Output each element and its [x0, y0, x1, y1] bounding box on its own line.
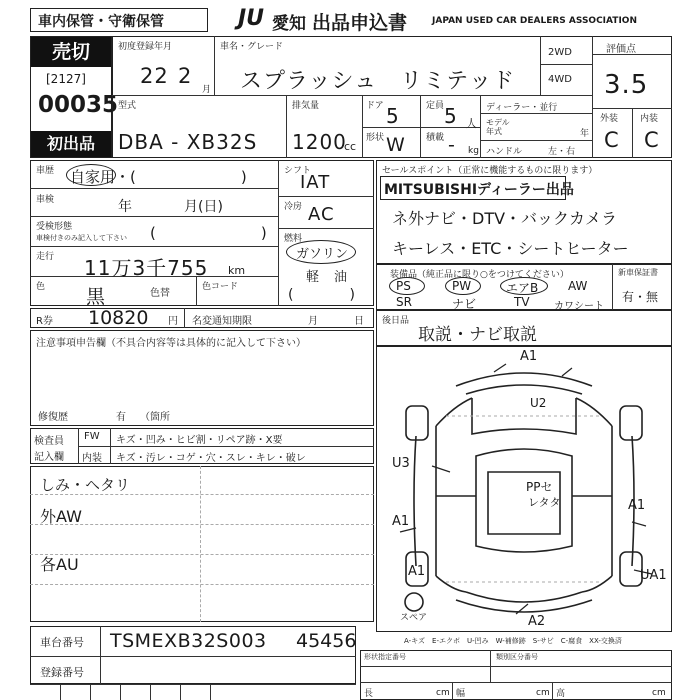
car-name: スプラッシュ リミテッド: [240, 69, 516, 94]
equip-seat: カワシート: [554, 301, 604, 312]
private-use-circle: [66, 164, 116, 186]
airbag-circle: [500, 277, 548, 295]
notes-label: 注意事項申告欄（不具合内容等は具体的に記入して下さい）: [36, 338, 306, 349]
handle-options: 左・右: [548, 147, 576, 157]
equip-ps: PS: [396, 279, 411, 293]
capacity-unit: 人: [466, 117, 477, 130]
form-spec-label: 形状指定番号: [364, 653, 406, 661]
interior-grade: C: [644, 128, 660, 152]
ju-logo: JU: [238, 6, 265, 31]
width-unit: cm: [536, 688, 550, 698]
capacity: 5: [444, 104, 458, 128]
reg-year-label: 初度登録年月: [118, 42, 173, 52]
door-count: 5: [386, 104, 400, 128]
repair-yes: 有: [116, 412, 126, 423]
storage-label: 車内保管・守衛保管: [38, 14, 164, 30]
color-code-label: 色コード: [202, 282, 239, 292]
remark-3: 各AU: [40, 555, 79, 574]
chassis-label: 車台番号: [40, 636, 84, 649]
shift-label: シフト: [284, 166, 312, 176]
receipt-brackets: ( ): [150, 224, 267, 242]
inspection-month: 月(日): [184, 199, 223, 215]
notice-label: 名変通知期限: [192, 316, 252, 327]
cooler-value: AC: [308, 204, 335, 225]
reg-month: 2: [178, 64, 193, 88]
mileage-label: 走行: [36, 252, 55, 262]
warranty-label: 新車保証書: [618, 268, 658, 277]
receipt-note: 車検付きのみ記入して下さい: [36, 234, 127, 242]
lot-code: [2127]: [46, 72, 86, 86]
month-suffix: 月: [202, 85, 212, 95]
drive-4wd: 4WD: [548, 74, 572, 85]
notice-month: 月: [308, 316, 318, 327]
history-value: 自家用・( ): [70, 168, 247, 186]
recycle-amount: 10820: [88, 307, 149, 329]
selling-line-1: ネ外ナビ・DTV・バックカメラ: [392, 209, 618, 228]
width-label: 幅: [456, 689, 466, 699]
receipt-label: 受検形態: [36, 222, 73, 232]
car-name-label: 車名・グレード: [220, 42, 284, 52]
chassis-number-tail: 45456: [296, 630, 357, 652]
fuel-label: 燃料: [284, 234, 303, 244]
fuel-oil: 油: [334, 270, 348, 285]
inspector-label-2: 記入欄: [34, 452, 64, 463]
inspection-label: 車検: [36, 195, 55, 205]
mark-roof: U2: [530, 396, 547, 410]
association-name: JAPAN USED CAR DEALERS ASSOCIATION: [432, 16, 637, 26]
equip-airbag: エアB: [506, 281, 539, 295]
inspector-label-1: 検査員: [34, 436, 64, 447]
shape-label: 形状: [366, 133, 385, 143]
inspector-row2-head: 内装: [82, 453, 102, 464]
fuel-gasoline: ガソリン: [296, 247, 349, 262]
reg-number-label: 登録番号: [40, 666, 84, 679]
fuel-light: 軽: [306, 270, 320, 285]
exterior-grade: C: [604, 128, 620, 152]
exterior-label: 外装: [600, 114, 619, 124]
equip-tv: TV: [514, 295, 530, 309]
model-label: 型式: [118, 101, 137, 111]
spare-label: スペア: [400, 613, 428, 623]
center-note-1: PPセ: [526, 480, 553, 494]
interior-label: 内装: [640, 114, 659, 124]
damage-legend: A-キズ E-エクボ U-凹み W-補修跡 S-サビ C-腐食 XX-交換済: [404, 637, 622, 645]
model-code: DBA - XB32S: [118, 130, 258, 154]
remark-1: しみ・ヘタリ: [40, 476, 131, 494]
color-value: 黒: [86, 286, 107, 308]
cc-unit: cc: [344, 140, 357, 153]
first-listing-badge: 初出品: [31, 131, 111, 157]
selling-line-2: キーレス・ETC・シートヒーター: [392, 239, 629, 258]
yen-unit: 円: [168, 316, 178, 327]
color-change-label: 色替: [150, 288, 170, 299]
inspector-row2: キズ・汚レ・コゲ・穴・スレ・キレ・破レ: [116, 453, 306, 464]
logo-text: 愛知: [272, 14, 306, 34]
equip-navi: ナビ: [452, 297, 477, 311]
form-title: 出品申込書: [312, 12, 408, 34]
pw-circle: [445, 277, 481, 295]
km-unit: km: [228, 264, 246, 277]
grade-label: 評価点: [606, 44, 636, 55]
mark-left-front: A1: [392, 514, 410, 529]
shape-value: W: [386, 134, 406, 156]
model-year-unit: 年: [580, 129, 590, 139]
length-label: 長: [364, 689, 374, 699]
recycle-label: R券: [36, 316, 53, 327]
dealer-label: ディーラー・並行: [486, 103, 558, 113]
kg-unit: kg: [468, 146, 479, 156]
selling-points-label: セールスポイント（正常に機能するものに限ります）: [382, 166, 598, 176]
after-items-label: 後日品: [382, 316, 410, 326]
cooler-label: 冷房: [284, 202, 303, 212]
repair-place: （箇所: [140, 412, 170, 423]
mark-right-front: A1: [628, 498, 646, 513]
mark-bottom: A2: [528, 614, 546, 629]
type-spec-label: 類別区分番号: [496, 653, 538, 661]
center-note-2: レタタ: [528, 496, 561, 509]
mileage-value: 11万3千755: [84, 256, 209, 280]
notice-day: 日: [354, 316, 364, 327]
height-unit: cm: [652, 688, 666, 698]
length-unit: cm: [436, 688, 450, 698]
inspector-row1: キズ・凹み・ヒビ割・リペア跡・X要: [116, 435, 283, 446]
after-items-value: 取説・ナビ取説: [418, 325, 537, 345]
warranty-options: 有・無: [622, 290, 659, 304]
mark-left-rear: A1: [408, 564, 426, 579]
equip-pw: PW: [452, 279, 472, 293]
lot-number: 00035: [38, 92, 119, 118]
displacement-label: 排気量: [292, 101, 320, 111]
remark-2: 外AW: [40, 507, 82, 526]
capacity-label: 定員: [426, 101, 445, 111]
car-diagram-svg: [376, 346, 672, 632]
inspector-row1-head: FW: [84, 431, 100, 442]
chassis-number: TSMEXB32S003: [110, 630, 267, 652]
reg-year: 22: [140, 64, 169, 88]
ps-circle: [389, 277, 425, 295]
equip-aw: AW: [568, 279, 588, 293]
height-label: 高: [556, 689, 566, 699]
fuel-brackets: ( ): [288, 287, 355, 303]
displacement: 1200: [292, 130, 347, 154]
model-year-label: モデル年式: [486, 118, 510, 136]
sold-badge: 売切: [31, 37, 111, 67]
door-label: ドア: [366, 101, 384, 111]
color-label: 色: [36, 282, 46, 292]
inspection-year: 年: [118, 199, 132, 215]
dealer-line: MITSUBISHIディーラー出品: [384, 182, 574, 198]
history-label: 車歴: [36, 166, 55, 176]
load-value: -: [448, 134, 456, 156]
mark-top: A1: [520, 349, 538, 364]
mark-right-rear: UA1: [640, 568, 667, 583]
equip-sr: SR: [396, 295, 412, 309]
load-label: 積載: [426, 133, 445, 143]
grade-score: 3.5: [604, 70, 649, 100]
repair-history-label: 修復歴: [38, 412, 68, 423]
handle-label: ハンドル: [486, 147, 523, 157]
drive-2wd: 2WD: [548, 47, 572, 58]
mark-left-side: U3: [392, 456, 410, 471]
equipment-label: 装備品（純正品に限り○をつけてください）: [390, 270, 569, 280]
shift-value: IAT: [300, 172, 331, 193]
